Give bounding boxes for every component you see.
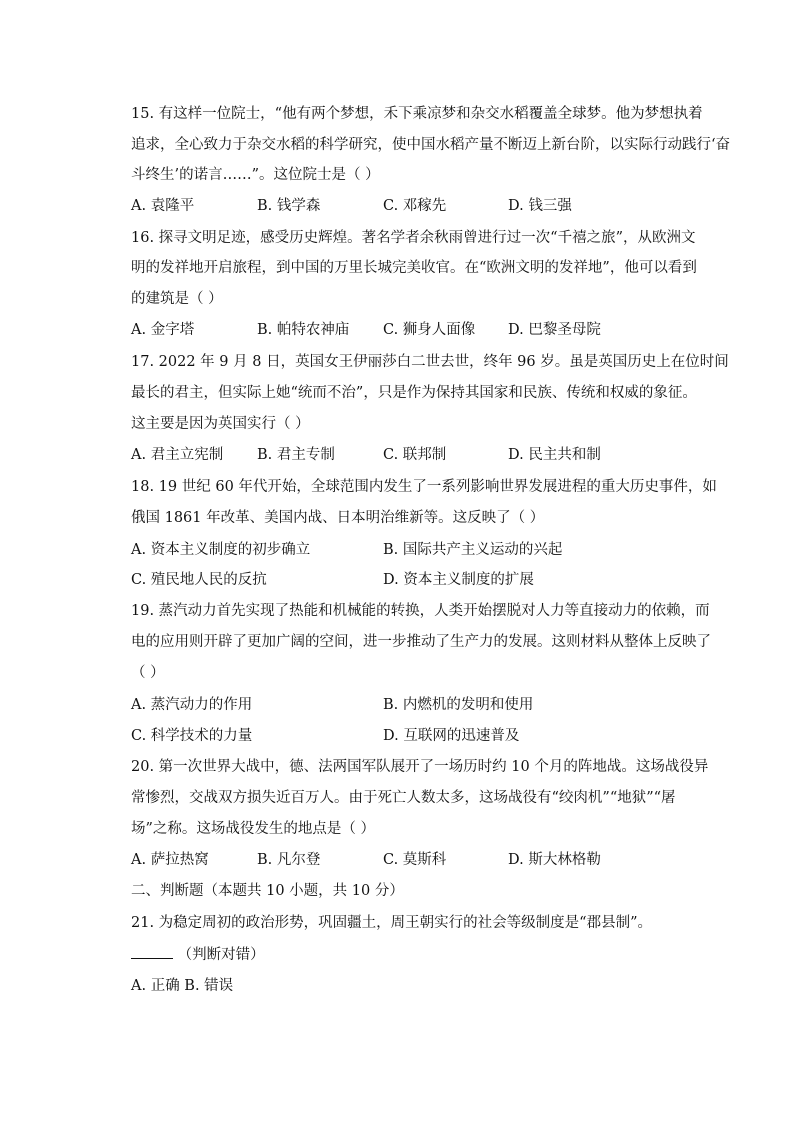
q19-options-row-2 [131, 726, 711, 746]
q18-options-row-2 [131, 570, 711, 590]
q20-option-c[interactable]: C. 莫斯科 [383, 852, 447, 868]
q16-option-d[interactable]: D. 巴黎圣母院 [508, 322, 601, 338]
q20-option-b[interactable]: B. 凡尔登 [257, 852, 321, 868]
q18-option-c[interactable]: C. 殖民地人民的反抗 [131, 572, 267, 588]
q21-line-1: 21. 为稳定周初的政治形势，巩固疆土，周王朝实行的社会等级制度是“郡县制”。 [131, 915, 652, 931]
q18-line-1: 18. 19 世纪 60 年代开始，全球范围内发生了一系列影响世界发展进程的重大历史事件，如 [131, 479, 717, 495]
q16-line-2: 明的发祥地开启旅程，到中国的万里长城完美收官。在“欧洲文明的发祥地”，他可以看到 [131, 260, 697, 276]
q15-option-a[interactable]: A. 袁隆平 [131, 198, 195, 214]
q21-suffix: （判断对错） [177, 947, 265, 963]
q17-line-1: 17. 2022 年 9 月 8 日，英国女王伊丽莎白二世去世，终年 96 岁。虽是英国历史上在位时间 [131, 354, 729, 370]
q15-option-d[interactable]: D. 钱三强 [508, 198, 572, 214]
q21-line-2 [131, 944, 711, 965]
q18-option-b[interactable]: B. 国际共产主义运动的兴起 [383, 542, 563, 558]
q15-option-c[interactable]: C. 邓稼先 [383, 198, 447, 214]
q17-option-a[interactable]: A. 君主立宪制 [131, 447, 224, 463]
q18-options-row-1 [131, 540, 711, 560]
q16-line-3: 的建筑是（ ） [131, 291, 223, 307]
q20-line-2: 常惨烈，交战双方损失近百万人。由于死亡人数太多，这场战役有“绞肉机”“地狱”“屠 [131, 790, 676, 806]
q18-option-a[interactable]: A. 资本主义制度的初步确立 [131, 542, 311, 558]
q16-option-a[interactable]: A. 金字塔 [131, 322, 195, 338]
q15-line-2: 追求，全心致力于杂交水稻的科学研究，使中国水稻产量不断迈上新台阶，以实际行动践行‘奋 [131, 137, 731, 153]
q16-line-1: 16. 探寻文明足迹，感受历史辉煌。著名学者余秋雨曾进行过一次“千禧之旅”，从欧洲文 [131, 230, 696, 246]
q15-option-b[interactable]: B. 钱学森 [257, 198, 321, 214]
q15-options [131, 196, 711, 216]
q19-options-row-1 [131, 695, 711, 715]
q16-option-c[interactable]: C. 狮身人面像 [383, 322, 476, 338]
q20-line-3: 场”之称。这场战役发生的地点是（ ） [131, 821, 376, 837]
q20-option-d[interactable]: D. 斯大林格勒 [508, 852, 601, 868]
q20-option-a[interactable]: A. 萨拉热窝 [131, 852, 209, 868]
q17-options [131, 445, 711, 465]
q16-options [131, 320, 711, 340]
q17-line-3: 这主要是因为英国实行（ ） [131, 416, 310, 432]
q16-option-b[interactable]: B. 帕特农神庙 [257, 322, 350, 338]
q19-option-d[interactable]: D. 互联网的迅速普及 [383, 728, 520, 744]
q19-line-3: （ ） [131, 665, 165, 681]
q17-option-b[interactable]: B. 君主专制 [257, 447, 335, 463]
q18-option-d[interactable]: D. 资本主义制度的扩展 [383, 572, 534, 588]
q19-line-2: 电的应用则开辟了更加广阔的空间，进一步推动了生产力的发展。这则材料从整体上反映了 [131, 634, 711, 650]
q19-option-b[interactable]: B. 内燃机的发明和使用 [383, 697, 534, 713]
q17-option-d[interactable]: D. 民主共和制 [508, 447, 601, 463]
q20-options [131, 850, 711, 870]
q19-line-1: 19. 蒸汽动力首先实现了热能和机械能的转换，人类开始摆脱对人力等直接动力的依赖，而 [131, 603, 710, 619]
q15-line-3: 斗终生’的诺言……”。这位院士是（ ） [131, 167, 380, 183]
q15-line-1: 15. 有这样一位院士，“他有两个梦想，禾下乘凉梦和杂交水稻覆盖全球梦。他为梦想执着 [131, 106, 703, 122]
q19-option-c[interactable]: C. 科学技术的力量 [131, 728, 253, 744]
q21-answer-blank[interactable] [131, 944, 173, 959]
q20-line-1: 20. 第一次世界大战中，德、法两国军队展开了一场历时约 10 个月的阵地战。这场战役异 [131, 759, 709, 775]
q17-option-c[interactable]: C. 联邦制 [383, 447, 447, 463]
q19-option-a[interactable]: A. 蒸汽动力的作用 [131, 697, 253, 713]
q18-line-2: 俄国 1861 年改革、美国内战、日本明治维新等。这反映了（ ） [131, 510, 545, 526]
q21-options[interactable]: A. 正确 B. 错误 [131, 978, 234, 994]
section-2-heading: 二、判断题（本题共 10 小题，共 10 分） [131, 883, 404, 899]
q17-line-2: 最长的君主，但实际上她“统而不治”，只是作为保持其国家和民族、传统和权威的象征。 [131, 385, 697, 401]
